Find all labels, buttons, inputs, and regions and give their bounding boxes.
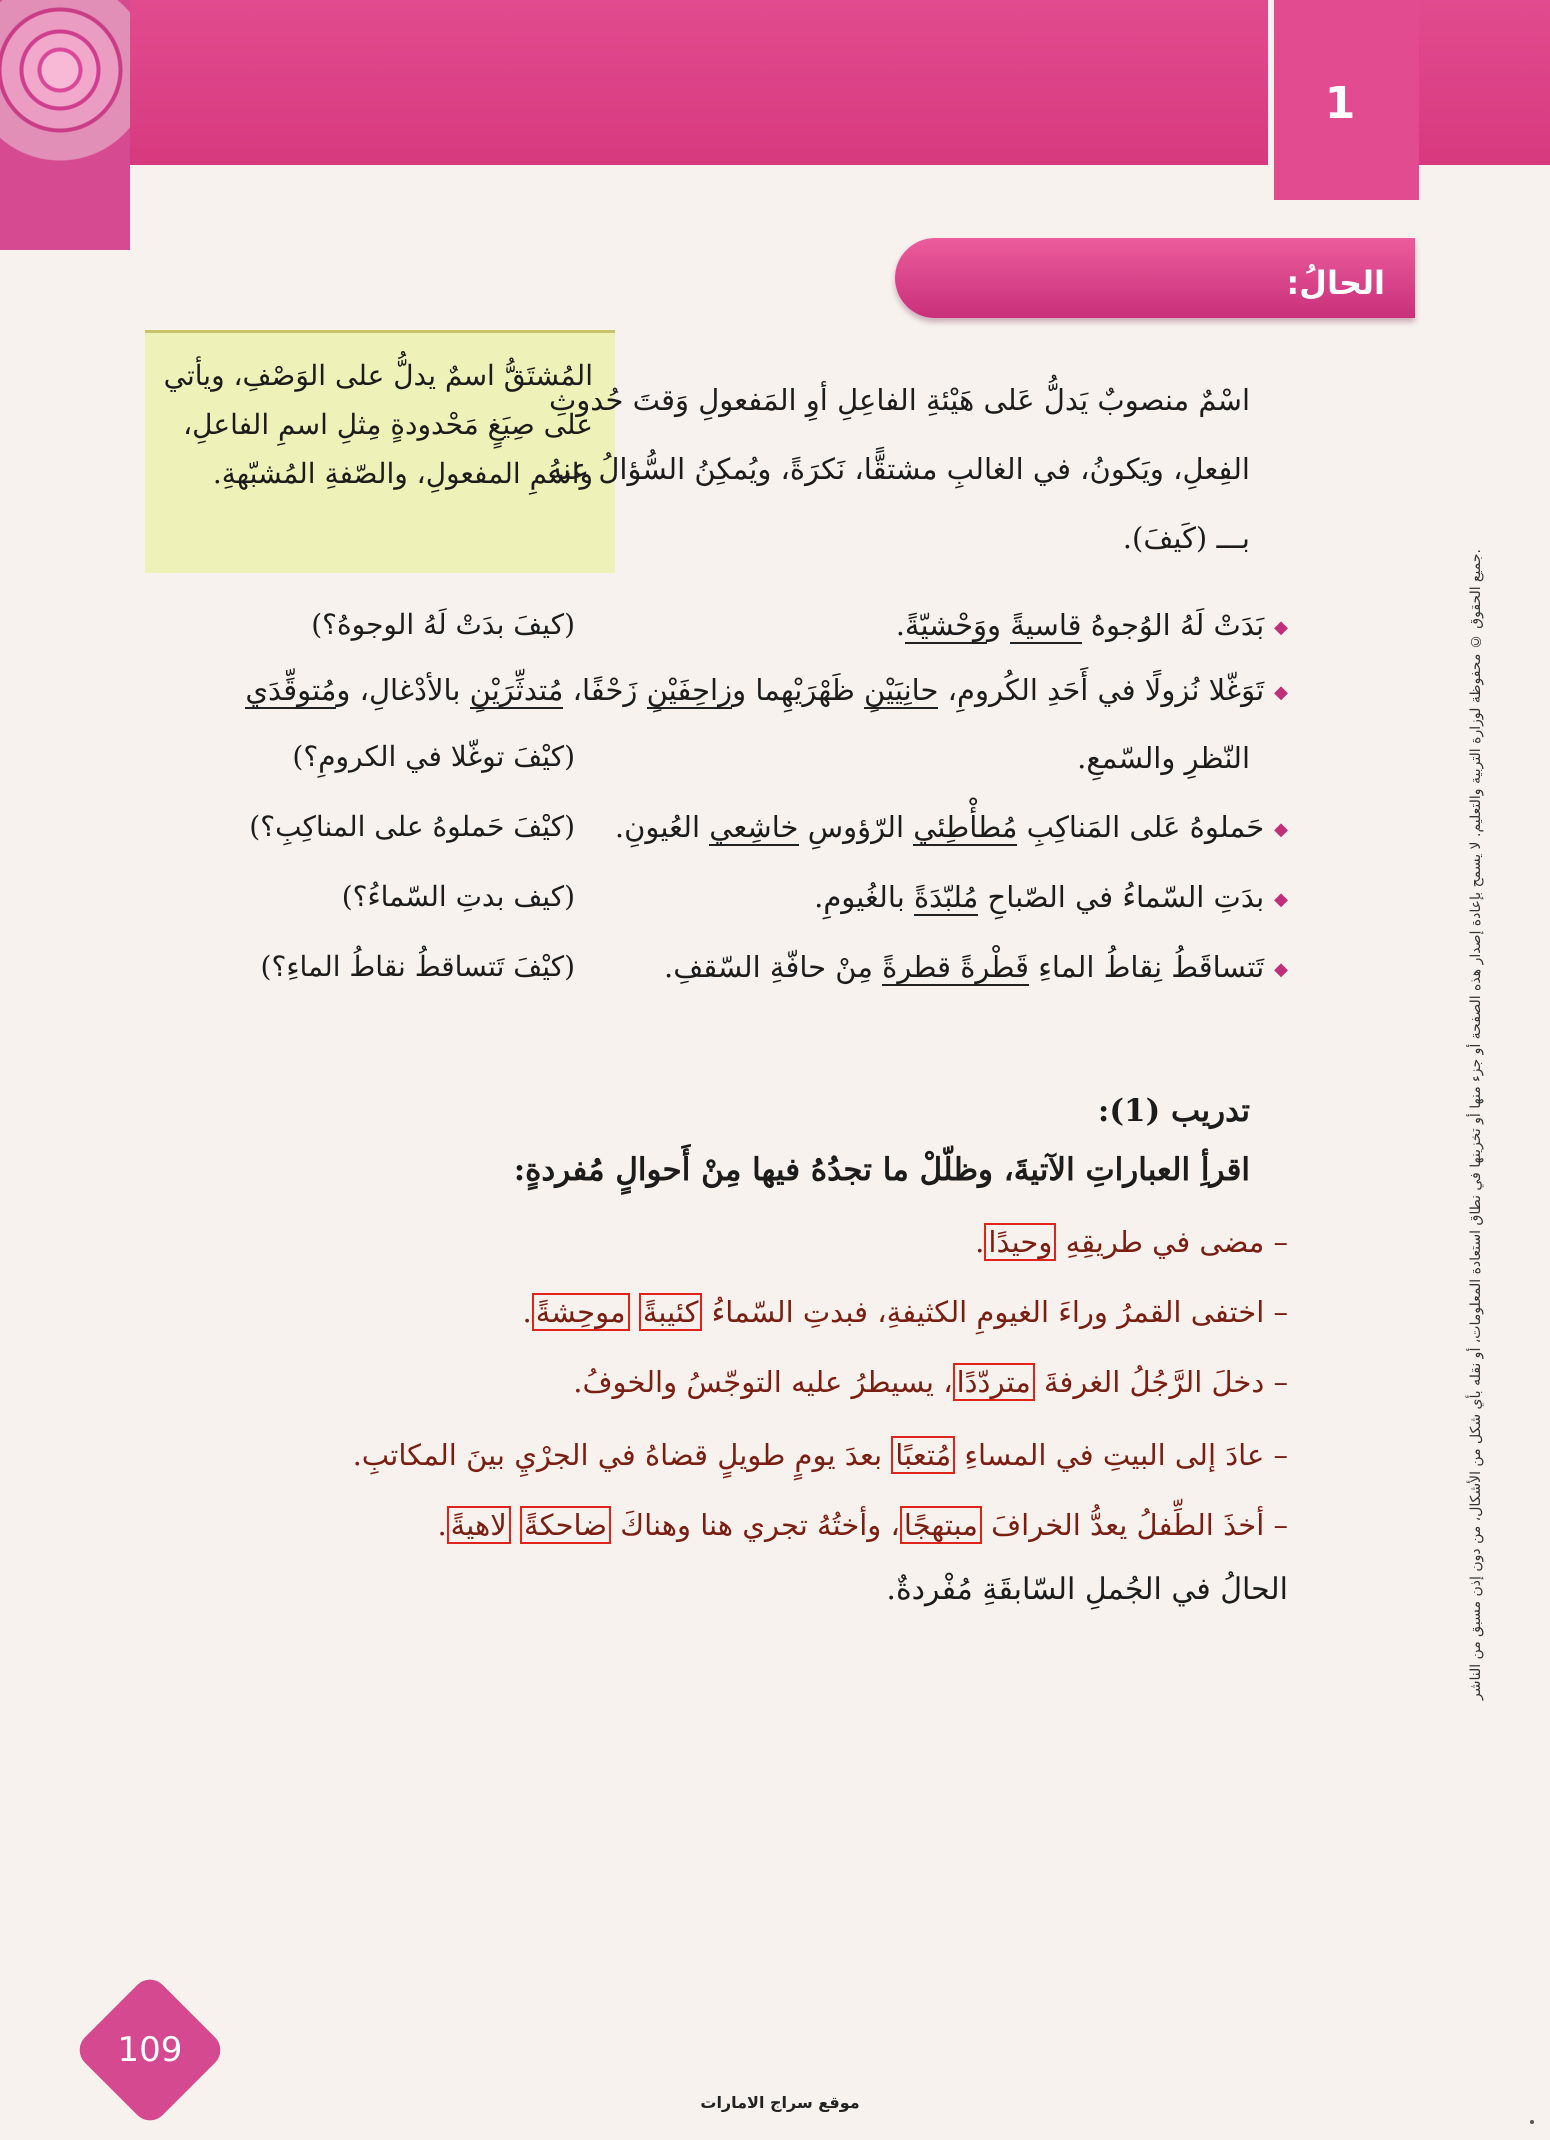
example-text: العُيونِ. <box>614 810 710 844</box>
example-question: (كيْفَ حَملوهُ على المناكِبِ؟) <box>249 810 575 843</box>
example-text: ظَهْرَيْهِما و <box>732 673 865 707</box>
side-note-text: المُشتَقُّ اسمٌ يدلُّ على الوَصْفِ، ويأتي على صِيَغٍ مَحْدودةٍ مِثلِ اسمِ الفاعلِ، واسمِ المفعولِ، والصّفةِ المُشبّهةِ. <box>163 359 593 490</box>
training-title: تدريب (1): <box>1097 1093 1250 1129</box>
hal-word: زاحِفَيْنِ <box>646 673 733 707</box>
answer-text: – مضى في طريقِهِ <box>1056 1225 1288 1259</box>
highlighted-hal: لاهيةً <box>447 1506 511 1544</box>
example-text: مِنْ حافّةِ السّقفِ. <box>664 950 883 984</box>
example-text: حَملوهُ عَلى المَناكِبِ <box>1017 810 1265 844</box>
answer-text: – دخلَ الرَّجُلُ الغرفةَ <box>1034 1365 1288 1399</box>
answer-text: ، وأختُهُ تجري هنا وهناكَ <box>610 1508 900 1542</box>
decorative-rosette <box>0 0 130 250</box>
highlighted-hal: موحِشةً <box>532 1293 630 1331</box>
training-answer-line <box>353 1438 1288 1472</box>
answer-text: – اختفى القمرُ وراءَ الغيومِ الكثيفةِ، فبدتِ السّماءُ <box>702 1295 1288 1329</box>
answer-text: . <box>975 1225 985 1259</box>
bullet-icon: ◆ <box>1274 681 1288 703</box>
answer-text: ، يسيطرُ عليه التوجّسُ والخوفُ. <box>573 1365 953 1399</box>
training-conclusion: الحالُ في الجُملِ السّابقَةِ مُفْردةٌ. <box>886 1572 1288 1607</box>
highlighted-hal: ضاحكةً <box>520 1506 611 1544</box>
answer-text: . <box>522 1295 532 1329</box>
example-text: بَدَتْ لَهُ الوُجوهُ <box>1081 608 1265 642</box>
example-text: تَوَغّلا نُزولًا في أَحَدِ الكُرومِ، <box>938 673 1265 707</box>
example-question: (كيْفَ تَتساقطُ نقاطُ الماءِ؟) <box>260 950 575 983</box>
training-answer-line <box>437 1508 1288 1542</box>
training-answer-line <box>523 1295 1288 1329</box>
hal-word: مُلبّدَةً <box>913 880 979 914</box>
bullet-icon: ◆ <box>1274 616 1288 638</box>
definition-line-2: الفِعلِ، ويَكونُ، في الغالبِ مشتقًّا، نَكرَةً، ويُمكِنُ السُّؤالُ عنهُ <box>547 452 1250 486</box>
example-text: بدَتِ السّماءُ في الصّباحِ <box>978 880 1265 914</box>
example-question: (كيف بدتِ السّماءُ؟) <box>341 880 575 913</box>
answer-text <box>630 1295 639 1329</box>
training-instruction: اقرأِ العباراتِ الآتيةَ، وظلّلْ ما تجدُهُ فيها مِنْ أَحوالٍ مُفردةٍ: <box>513 1152 1250 1188</box>
answer-text: – عادَ إلى البيتِ في المساءِ <box>955 1438 1288 1472</box>
footer-site-name: موقع سراج الامارات <box>700 2093 860 2112</box>
side-note <box>145 330 615 573</box>
example-line <box>814 880 1288 914</box>
bullet-icon: ◆ <box>1274 818 1288 840</box>
example-continuation: النّظرِ والسّمعِ. <box>1077 741 1250 775</box>
hal-word: قَطْرةً قطرةً <box>882 950 1030 984</box>
example-question: (كيْفَ توغّلا في الكرومِ؟) <box>292 740 575 773</box>
hal-word: وَحْشيّةً <box>904 608 988 642</box>
example-line <box>664 950 1288 984</box>
section-title: الحالُ: <box>1286 264 1385 302</box>
corner-dot <box>1530 2120 1534 2124</box>
hal-word: حانِيَيْنِ <box>864 673 939 707</box>
training-answer-line <box>573 1365 1288 1399</box>
example-line <box>896 608 1288 642</box>
answer-text: بعدَ يومٍ طويلٍ قضاهُ في الجرْيِ بينَ المكاتبِ. <box>352 1438 892 1472</box>
example-text: بالأدْغالِ، و <box>336 673 470 707</box>
bullet-icon: ◆ <box>1274 888 1288 910</box>
example-text: و <box>987 608 1011 642</box>
hal-word: خاشِعي <box>709 810 799 844</box>
highlighted-hal: وحيدًا <box>984 1223 1056 1261</box>
answer-text: . <box>437 1508 447 1542</box>
highlighted-hal: مُتعبًا <box>891 1436 955 1474</box>
training-answer-line <box>975 1225 1288 1259</box>
example-text: الرّؤوسِ <box>798 810 914 844</box>
highlighted-hal: مبتهجًا <box>900 1506 982 1544</box>
hal-word: مُطأْطِئي <box>913 810 1018 844</box>
highlighted-hal: كئيبةً <box>639 1293 703 1331</box>
example-text: زَحْفًا، <box>563 673 647 707</box>
hal-word: مُتدثِّرَيْنِ <box>469 673 564 707</box>
example-text: بالغُيومِ. <box>814 880 914 914</box>
example-line <box>245 673 1288 707</box>
example-text: . <box>895 608 905 642</box>
page-number: 109 <box>117 2030 183 2070</box>
definition-line-3: بـــ (كَيفَ). <box>1122 521 1250 555</box>
bullet-icon: ◆ <box>1274 958 1288 980</box>
hal-word: قاسيةً <box>1010 608 1082 642</box>
answer-text <box>511 1508 520 1542</box>
answer-text: – أخذَ الطِّفلُ يعدُّ الخرافَ <box>981 1508 1288 1542</box>
example-line <box>615 810 1288 844</box>
copyright-notice: جميع الحقوق © محفوظة لوزارة التربية والتعليم. لا يسمح بإعادة إصدار هذه الصفحة أو جزء منها أو تخزينها في نطاق استعادة المعلومات، أو نقله بأي شكل من الأشكال، من دون إذن مسبق من الناشر. <box>1468 549 1484 1700</box>
example-text: تَتساقَطُ نِقاطُ الماءِ <box>1029 950 1265 984</box>
hal-word: مُتوقِّدَي <box>245 673 337 707</box>
example-question: (كيفَ بدَتْ لَهُ الوجوهُ؟) <box>311 608 575 641</box>
highlighted-hal: متردّدًا <box>953 1363 1035 1401</box>
chapter-number: 1 <box>1324 78 1356 129</box>
definition-line-1: اسْمٌ منصوبٌ يَدلُّ عَلى هَيْئةِ الفاعِلِ أوِ المَفعولِ وَقتَ حُدوثِ <box>548 383 1250 417</box>
